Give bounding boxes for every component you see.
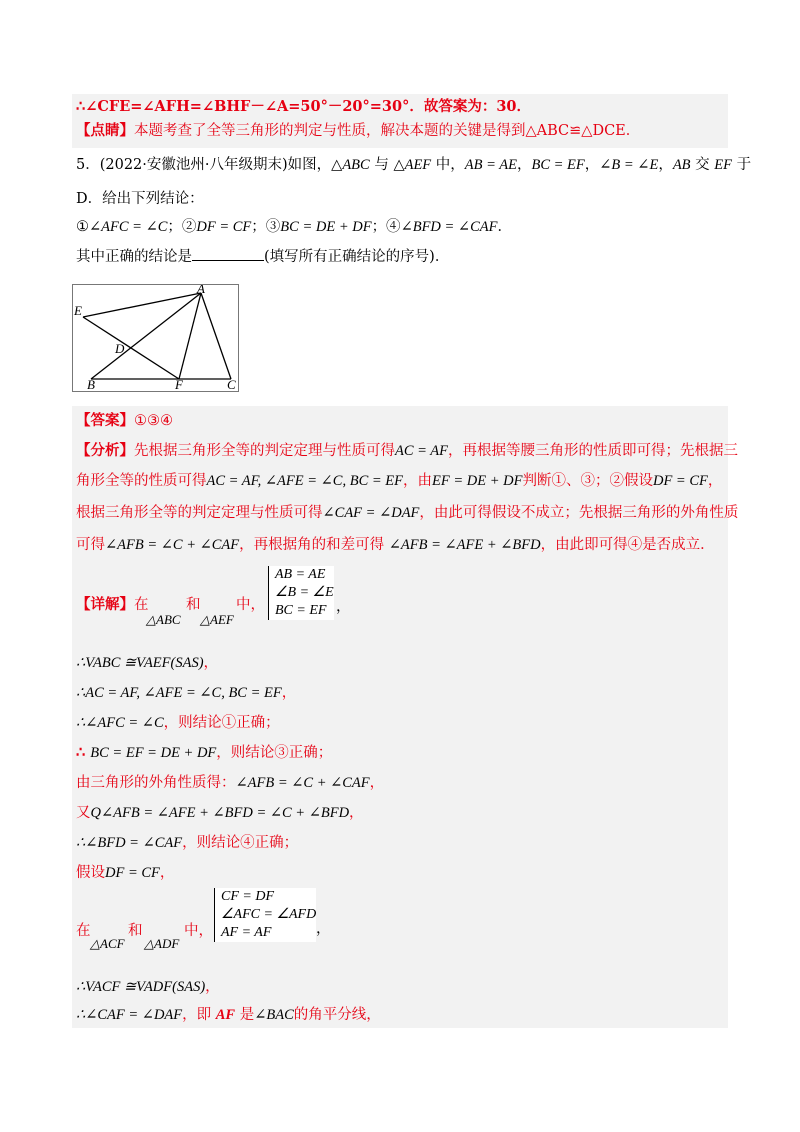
- text: ，即: [182, 1007, 216, 1023]
- figure-svg: [73, 285, 238, 391]
- text: ，则结论③正确；: [216, 745, 333, 761]
- text: 其中正确的结论是: [76, 249, 192, 265]
- math-bac: ∠BAC: [254, 1007, 294, 1023]
- text: ，: [584, 157, 600, 173]
- math-ef: EF: [714, 157, 732, 173]
- answer-tag: 【答案】: [76, 412, 134, 429]
- math: ∴∠AFC = ∠C: [76, 715, 164, 731]
- conclusion-1: ∠AFC = ∠C: [89, 219, 168, 235]
- text: ，: [281, 685, 297, 701]
- text: ，: [349, 805, 364, 821]
- math: ∴VABC ≅VAEF(SAS): [76, 655, 204, 671]
- detail-tag: 【详解】: [76, 596, 134, 613]
- analysis-line-2: [76, 470, 722, 492]
- math: ∠AFB = ∠C + ∠CAF: [105, 537, 240, 553]
- text: 的角平分线，: [293, 1007, 381, 1023]
- text: 中，: [431, 157, 465, 173]
- text: 交: [690, 157, 715, 173]
- segment-ae: [83, 293, 201, 317]
- system-2: [214, 888, 316, 942]
- text: ，由此即可得④是否成立．: [540, 537, 715, 553]
- in-2: 在: [76, 923, 91, 939]
- text: 先根据三角形全等的判定定理与性质可得: [134, 443, 395, 459]
- label-d: D: [115, 341, 125, 356]
- label-c: C: [227, 377, 236, 391]
- text: 根据三角形全等的判定定理与性质可得: [76, 505, 323, 521]
- text: 可得: [76, 537, 105, 553]
- segment-ac: [201, 293, 231, 379]
- text: ，: [369, 775, 385, 791]
- math: ∴∠CAF = ∠DAF: [76, 1007, 183, 1023]
- label-f: F: [175, 377, 183, 391]
- math: DF = CF: [652, 473, 708, 489]
- step-3: [76, 712, 280, 734]
- math: ∴∠BFD = ∠CAF: [76, 835, 183, 851]
- label-b: B: [87, 377, 95, 391]
- text: 与: [369, 157, 394, 173]
- math: AC = AF: [395, 443, 449, 459]
- math: Q∠AFB = ∠AFE + ∠BFD = ∠C + ∠BFD: [90, 805, 350, 821]
- sys1-row: AB = AE: [275, 567, 326, 582]
- segment-ef: [83, 317, 179, 379]
- sys1-row: BC = EF: [275, 603, 327, 618]
- text: ，再根据等腰三角形的性质即可得；先根据三: [448, 443, 739, 459]
- text: 是: [235, 1007, 255, 1023]
- math-aef: △AEF: [393, 157, 432, 173]
- text: (填写所有正确结论的序号)．: [264, 249, 450, 265]
- sys2-row: AF = AF: [221, 925, 272, 940]
- text: ，: [516, 157, 532, 173]
- sys2-row: ∠AFC = ∠AFD: [221, 907, 317, 922]
- step-6: [76, 802, 364, 824]
- text: ，则结论④正确；: [182, 835, 299, 851]
- problem-line-2: D．给出下列结论：: [76, 191, 204, 207]
- conclusion-2: DF = CF: [196, 219, 252, 235]
- c-num: ；②: [167, 219, 197, 235]
- sys1-end: ，: [336, 599, 351, 615]
- step-5: [76, 772, 384, 794]
- text: 假设: [76, 865, 105, 881]
- problem-intro: 5．(2022·安徽池州·八年级期末)如图，: [76, 157, 332, 173]
- step-9: [76, 976, 220, 998]
- problem-line-4: [76, 246, 449, 268]
- math-af: AF: [215, 1007, 236, 1023]
- text: ，由: [403, 473, 433, 489]
- analysis-line-4: [76, 534, 715, 556]
- c-num: ；④: [371, 219, 401, 235]
- answer-value: ①③④: [134, 413, 173, 429]
- dianjing-line: [76, 120, 640, 142]
- math: AC = AF, ∠AFE = ∠C, BC = EF: [206, 473, 404, 489]
- text: ，由此可得假设不成立；先根据三角形的外角性质: [419, 505, 739, 521]
- geometry-figure: [72, 284, 239, 392]
- text: 角形全等的性质可得: [76, 473, 207, 489]
- sys1-row: ∠B = ∠E: [275, 585, 334, 600]
- text: ，: [205, 979, 220, 995]
- analysis-line-1: [76, 440, 738, 462]
- step-7: [76, 832, 298, 854]
- and-1: 和: [186, 597, 201, 613]
- math: ∠AFB = ∠AFE + ∠BFD: [388, 537, 541, 553]
- text: ，: [658, 157, 673, 173]
- sys2-end: ，: [316, 921, 331, 937]
- text: ，再根据角的和差可得: [239, 537, 389, 553]
- step-1: [76, 652, 218, 674]
- text: ，: [707, 473, 723, 489]
- tri-abc: △ABC: [146, 612, 181, 627]
- tri-adf: △ADF: [144, 936, 180, 951]
- c-num: ；③: [251, 219, 281, 235]
- math: EF = DE + DF: [432, 473, 523, 489]
- label-a: A: [197, 285, 205, 296]
- tri-acf: △ACF: [90, 936, 125, 951]
- system-1: [268, 566, 334, 620]
- text: ．: [497, 219, 512, 235]
- text: ，: [203, 655, 219, 671]
- step-4: [76, 742, 332, 764]
- detail-intro: [76, 594, 149, 616]
- step-8: [76, 862, 174, 884]
- segment-ab: [91, 293, 201, 379]
- math: ∠CAF = ∠DAF: [322, 505, 420, 521]
- text: 于: [731, 157, 752, 173]
- text: ，: [159, 865, 175, 881]
- math-bc-ef: BC = EF: [531, 157, 585, 173]
- and-2: 和: [128, 923, 143, 939]
- mid-1: 中，: [236, 597, 265, 613]
- tri-aef: △AEF: [200, 612, 234, 627]
- text: 在: [134, 597, 149, 613]
- conclusion-3: BC = DE + DF: [280, 219, 372, 235]
- step-10: [76, 1004, 381, 1026]
- conclusion-4: ∠BFD = ∠CAF: [400, 219, 498, 235]
- math-ab-ae: AB = AE: [464, 157, 517, 173]
- math-angle-b-e: ∠B = ∠E: [599, 157, 659, 173]
- math: BC = EF = DE + DF: [90, 745, 217, 761]
- dianjing-text: 本题考查了全等三角形的判定与性质，解决本题的关键是得到△ABC≌△DCE．: [134, 123, 641, 139]
- label-e: E: [74, 303, 82, 318]
- math: DF = CF: [105, 865, 160, 881]
- problem-conclusions: [76, 216, 512, 238]
- text: 判断①、③；②假设: [522, 473, 653, 489]
- math: ∴AC = AF, ∠AFE = ∠C, BC = EF: [76, 685, 282, 701]
- sys2-row: CF = DF: [221, 889, 274, 904]
- segment-af: [179, 293, 201, 379]
- dianjing-tag: 【点睛】: [76, 122, 134, 139]
- answer-line: [76, 410, 173, 432]
- math: ∴VACF ≅VADF(SAS): [76, 979, 206, 995]
- text: ∴: [76, 744, 91, 761]
- analysis-tag: 【分析】: [76, 442, 134, 459]
- text: 又: [76, 805, 91, 821]
- math-abc: △ABC: [331, 157, 370, 173]
- c-num: ①: [76, 219, 89, 235]
- math-ab: AB: [672, 157, 691, 173]
- problem-line-1: [76, 154, 751, 176]
- text: ，则结论①正确；: [163, 715, 280, 731]
- prev-solution-line: ∴∠CFE=∠AFH=∠BHF－∠A=50°－20°=30°．故答案为：30．: [76, 98, 532, 115]
- text: 由三角形的外角性质得：: [76, 775, 236, 791]
- answer-blank: [192, 246, 264, 261]
- math: ∠AFB = ∠C + ∠CAF: [235, 775, 370, 791]
- analysis-line-3: [76, 502, 738, 524]
- step-2: [76, 682, 296, 704]
- mid-2: 中，: [184, 923, 213, 939]
